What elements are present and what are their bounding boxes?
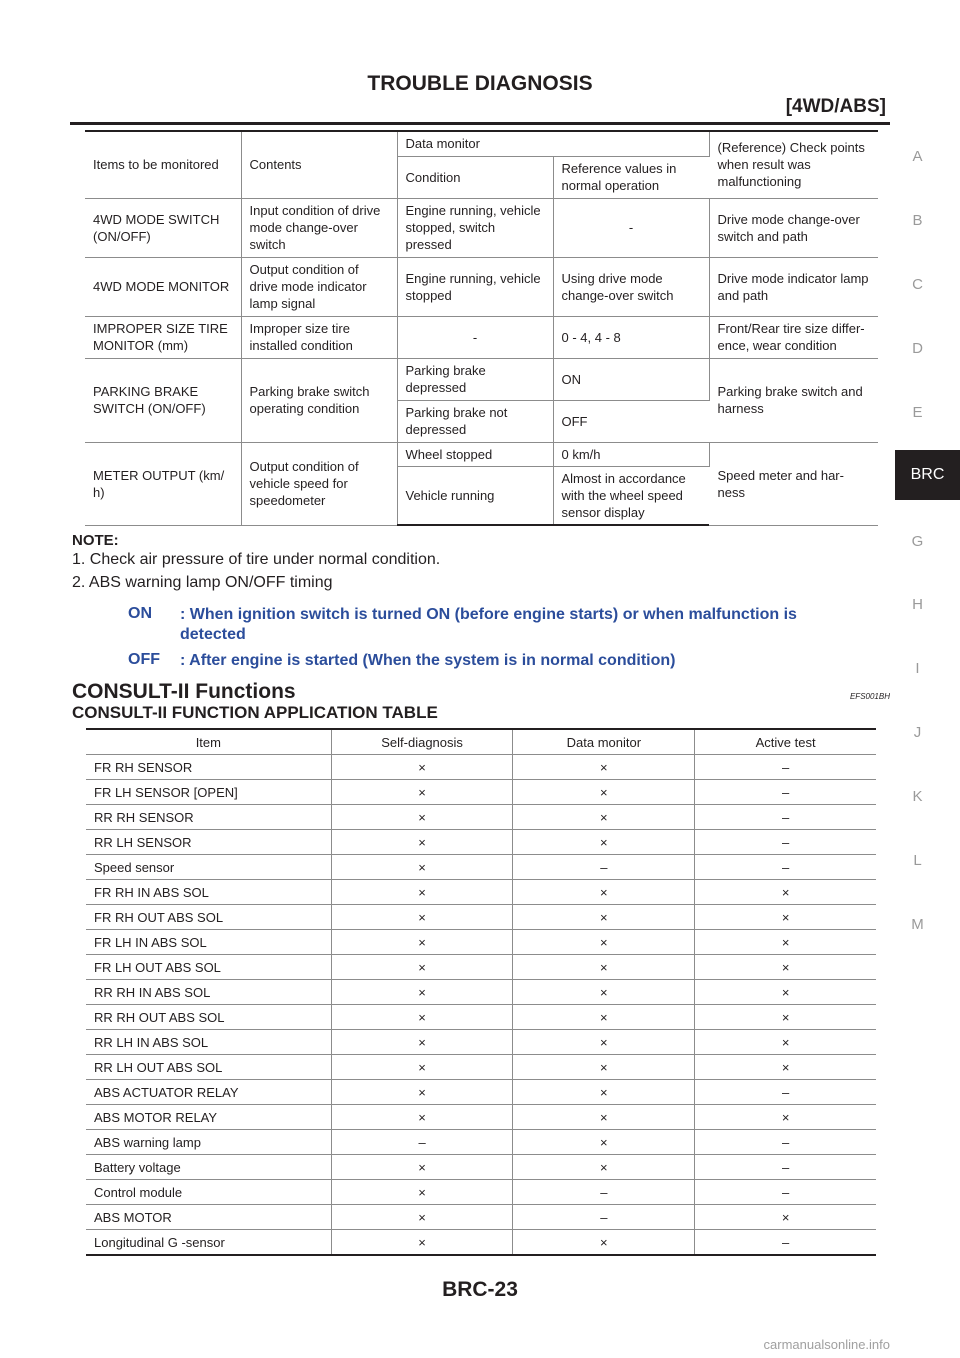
watermark: carmanualsonline.info <box>763 1337 890 1352</box>
table-row <box>86 1205 876 1230</box>
cell-self-diagnosis: × <box>331 1105 513 1130</box>
table-row <box>86 1055 876 1080</box>
cell-item: RR LH SENSOR <box>86 830 331 855</box>
cell-item: FR LH OUT ABS SOL <box>86 955 331 980</box>
cell-data-monitor: × <box>513 980 695 1005</box>
cell-condition: Wheel stopped <box>397 442 553 466</box>
cell-data-monitor: × <box>513 755 695 780</box>
cell-active-test: × <box>695 880 876 905</box>
cell-item: 4WD MODE SWITCH (ON/OFF) <box>85 198 241 257</box>
cell-item: Speed sensor <box>86 855 331 880</box>
cell-item: RR RH OUT ABS SOL <box>86 1005 331 1030</box>
cell-active-test: × <box>695 1005 876 1030</box>
cell-self-diagnosis: × <box>331 855 513 880</box>
side-index-g[interactable]: G <box>911 533 924 550</box>
header-reference-check: (Reference) Check points when result was malfunctioning <box>709 131 878 198</box>
table-row <box>86 1180 876 1205</box>
cell-condition: Engine running, vehicle stopped <box>397 257 553 316</box>
cell-self-diagnosis: × <box>331 880 513 905</box>
side-index-e[interactable]: E <box>912 404 923 421</box>
cell-active-test: × <box>695 930 876 955</box>
cell-data-monitor: × <box>513 830 695 855</box>
cell-self-diagnosis: × <box>331 830 513 855</box>
cell-item: FR RH OUT ABS SOL <box>86 905 331 930</box>
on-key: ON <box>128 605 152 622</box>
cell-item: ABS warning lamp <box>86 1130 331 1155</box>
table-row <box>86 1030 876 1055</box>
cell-data-monitor: × <box>513 805 695 830</box>
cell-item: IMPROPER SIZE TIRE MONITOR (mm) <box>85 316 241 358</box>
table-row <box>86 905 876 930</box>
cell-active-test: – <box>695 755 876 780</box>
table-row <box>86 780 876 805</box>
cell-item: ABS MOTOR RELAY <box>86 1105 331 1130</box>
side-index-a[interactable]: A <box>912 148 923 165</box>
cell-active-test: × <box>695 1105 876 1130</box>
header-reference-values: Reference values in normal operation <box>553 156 709 198</box>
table-row <box>86 805 876 830</box>
side-index-h[interactable]: H <box>912 596 923 613</box>
cell-data-monitor: × <box>513 1055 695 1080</box>
cell-data-monitor: × <box>513 1105 695 1130</box>
cell-check: Drive mode indicator lamp and path <box>709 257 878 316</box>
cell-data-monitor: × <box>513 905 695 930</box>
side-index-l[interactable]: L <box>913 852 922 869</box>
cell-item: RR RH SENSOR <box>86 805 331 830</box>
cell-self-diagnosis: × <box>331 1205 513 1230</box>
cell-item: METER OUTPUT (km/ h) <box>85 442 241 525</box>
cell-self-diagnosis: × <box>331 905 513 930</box>
cell-item: ABS MOTOR <box>86 1205 331 1230</box>
header-condition: Condition <box>397 156 553 198</box>
header-items-monitored: Items to be monitored <box>85 131 241 198</box>
section-subtitle: CONSULT-II FUNCTION APPLICATION TABLE <box>72 703 438 722</box>
off-key: OFF <box>128 651 160 668</box>
cell-active-test: × <box>695 955 876 980</box>
cell-self-diagnosis: – <box>331 1130 513 1155</box>
cell-data-monitor: – <box>513 855 695 880</box>
cell-check: Speed meter and har- ness <box>709 442 878 525</box>
header-self-diagnosis: Self-diagnosis <box>331 729 513 755</box>
table-row <box>86 855 876 880</box>
cell-condition: Vehicle running <box>397 466 553 525</box>
cell-data-monitor: × <box>513 1130 695 1155</box>
cell-active-test: – <box>695 1080 876 1105</box>
cell-condition: Parking brake depressed <box>397 358 553 400</box>
cell-active-test: – <box>695 855 876 880</box>
table-row <box>86 1105 876 1130</box>
function-application-table <box>86 728 876 1256</box>
table-row <box>86 1130 876 1155</box>
cell-data-monitor: × <box>513 1230 695 1256</box>
cell-self-diagnosis: × <box>331 780 513 805</box>
cell-item: FR RH SENSOR <box>86 755 331 780</box>
table-row <box>86 880 876 905</box>
cell-self-diagnosis: × <box>331 1005 513 1030</box>
table-header-row <box>86 729 876 755</box>
cell-item: Control module <box>86 1180 331 1205</box>
cell-item: FR RH IN ABS SOL <box>86 880 331 905</box>
cell-active-test: × <box>695 1055 876 1080</box>
cell-check: Front/Rear tire size differ- ence, wear condition <box>709 316 878 358</box>
header-item: Item <box>86 729 331 755</box>
cell-self-diagnosis: × <box>331 1080 513 1105</box>
cell-reference: Using drive mode change-over switch <box>553 257 709 316</box>
header-rule <box>70 122 890 125</box>
table-row <box>86 1155 876 1180</box>
cell-item: Longitudinal G -sensor <box>86 1230 331 1256</box>
cell-active-test: × <box>695 1030 876 1055</box>
table-row <box>86 755 876 780</box>
cell-item: FR LH SENSOR [OPEN] <box>86 780 331 805</box>
cell-reference: 0 - 4, 4 - 8 <box>553 316 709 358</box>
cell-active-test: × <box>695 1205 876 1230</box>
cell-self-diagnosis: × <box>331 1180 513 1205</box>
cell-data-monitor: × <box>513 955 695 980</box>
cell-item: RR RH IN ABS SOL <box>86 980 331 1005</box>
header-data-monitor: Data monitor <box>397 131 709 156</box>
cell-self-diagnosis: × <box>331 755 513 780</box>
cell-item: PARKING BRAKE SWITCH (ON/OFF) <box>85 358 241 442</box>
cell-data-monitor: – <box>513 1205 695 1230</box>
cell-active-test: – <box>695 1180 876 1205</box>
note-item: 1. Check air pressure of tire under normal condition. <box>72 551 441 568</box>
table-row <box>85 257 878 316</box>
cell-contents: Input condition of drive mode change-over switch <box>241 198 397 257</box>
page-title: TROUBLE DIAGNOSIS <box>367 72 593 95</box>
data-monitor-table <box>85 130 878 526</box>
cell-data-monitor: × <box>513 1080 695 1105</box>
cell-condition: Engine running, vehicle stopped, switch pressed <box>397 198 553 257</box>
cell-item: ABS ACTUATOR RELAY <box>86 1080 331 1105</box>
table-row <box>86 1005 876 1030</box>
page-number: BRC-23 <box>442 1278 518 1301</box>
cell-active-test: – <box>695 1130 876 1155</box>
cell-condition: - <box>397 316 553 358</box>
table-row <box>86 930 876 955</box>
on-text: : When ignition switch is turned ON (before engine starts) or when malfunction is detected <box>180 606 797 643</box>
table-row <box>86 1080 876 1105</box>
cell-data-monitor: – <box>513 1180 695 1205</box>
cell-active-test: – <box>695 830 876 855</box>
side-index-b[interactable]: B <box>912 212 923 229</box>
cell-reference: ON <box>553 358 709 400</box>
cell-condition: Parking brake not depressed <box>397 400 553 442</box>
cell-self-diagnosis: × <box>331 1230 513 1256</box>
off-timing <box>128 651 840 671</box>
cell-check: Drive mode change-over switch and path <box>709 198 878 257</box>
side-index-m[interactable]: M <box>911 916 924 933</box>
note-item: 2. ABS warning lamp ON/OFF timing <box>72 574 333 591</box>
cell-contents: Improper size tire installed condition <box>241 316 397 358</box>
side-index-c[interactable]: C <box>912 276 923 293</box>
cell-data-monitor: × <box>513 1155 695 1180</box>
cell-reference: OFF <box>553 400 709 442</box>
cell-data-monitor: × <box>513 1005 695 1030</box>
off-text: : After engine is started (When the system is in normal condition) <box>180 652 676 669</box>
cell-reference: - <box>553 198 709 257</box>
cell-active-test: – <box>695 1230 876 1256</box>
table-row <box>86 955 876 980</box>
cell-self-diagnosis: × <box>331 1030 513 1055</box>
table-row <box>86 830 876 855</box>
table-row <box>85 198 878 257</box>
cell-reference: Almost in accordance with the wheel speed sensor display <box>553 466 709 525</box>
cell-self-diagnosis: × <box>331 980 513 1005</box>
cell-item: RR LH IN ABS SOL <box>86 1030 331 1055</box>
cell-check: Parking brake switch and harness <box>709 358 878 442</box>
section-title: CONSULT-II Functions <box>72 680 296 703</box>
cell-self-diagnosis: × <box>331 1155 513 1180</box>
cell-contents: Output condition of vehicle speed for speedometer <box>241 442 397 525</box>
cell-item: Battery voltage <box>86 1155 331 1180</box>
note-heading: NOTE: <box>72 532 119 549</box>
cell-contents: Output condition of drive mode indicator lamp signal <box>241 257 397 316</box>
table-row <box>85 316 878 358</box>
table-row <box>85 358 878 400</box>
table-row <box>86 1230 876 1256</box>
cell-reference: 0 km/h <box>553 442 709 466</box>
side-index-k[interactable]: K <box>912 788 923 805</box>
cell-active-test: – <box>695 780 876 805</box>
cell-data-monitor: × <box>513 1030 695 1055</box>
side-index-d[interactable]: D <box>912 340 923 357</box>
cell-active-test: – <box>695 1155 876 1180</box>
header-contents: Contents <box>241 131 397 198</box>
cell-item: FR LH IN ABS SOL <box>86 930 331 955</box>
cell-active-test: × <box>695 980 876 1005</box>
cell-self-diagnosis: × <box>331 1055 513 1080</box>
cell-contents: Parking brake switch operating condition <box>241 358 397 442</box>
table-row <box>85 442 878 466</box>
side-index-j[interactable]: J <box>913 724 922 741</box>
cell-data-monitor: × <box>513 780 695 805</box>
cell-data-monitor: × <box>513 880 695 905</box>
section-code: EFS001BH <box>849 692 890 701</box>
table-row <box>86 980 876 1005</box>
cell-item: RR LH OUT ABS SOL <box>86 1055 331 1080</box>
side-index-brc-active[interactable]: BRC <box>895 450 960 500</box>
side-index-i[interactable]: I <box>915 660 920 677</box>
cell-active-test: × <box>695 905 876 930</box>
section-tag: [4WD/ABS] <box>785 96 886 117</box>
header-active-test: Active test <box>695 729 876 755</box>
cell-data-monitor: × <box>513 930 695 955</box>
header-data-monitor: Data monitor <box>513 729 695 755</box>
cell-active-test: – <box>695 805 876 830</box>
cell-self-diagnosis: × <box>331 955 513 980</box>
cell-item: 4WD MODE MONITOR <box>85 257 241 316</box>
cell-self-diagnosis: × <box>331 805 513 830</box>
on-timing <box>128 605 840 645</box>
cell-self-diagnosis: × <box>331 930 513 955</box>
